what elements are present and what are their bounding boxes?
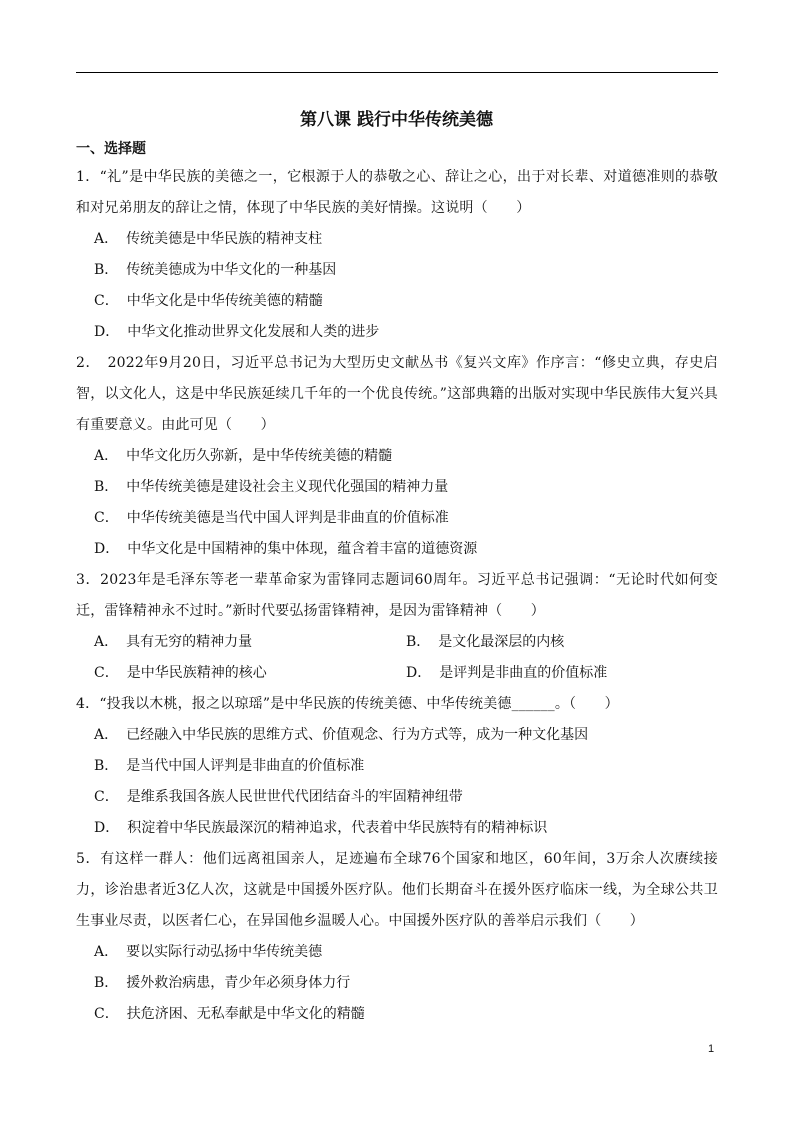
- question-stem: [76, 689, 718, 720]
- option-a[interactable]: A． 传统美德是中华民族的精神支柱: [94, 231, 323, 247]
- option-c[interactable]: C． 扶危济困、无私奉献是中华文化的精髓: [94, 1006, 365, 1022]
- option-d[interactable]: D． 是评判是非曲直的价值标准: [406, 665, 608, 681]
- page-number: 1: [708, 1043, 715, 1055]
- question-5: [76, 844, 718, 1030]
- option-c[interactable]: C． 中华文化是中华传统美德的精髓: [94, 293, 323, 309]
- option-d[interactable]: D． 中华文化是中国精神的集中体现，蕴含着丰富的道德资源: [94, 541, 478, 557]
- page-title: 第八课 践行中华传统美德: [300, 110, 493, 130]
- question-text: 有这样一群人：他们远离祖国亲人，足迹遍布全球76个国家和地区，60年间，3万余人次赓续接力，诊治患者近3亿人次，这就是中国援外医疗队。他们长期奋斗在援外医疗临床一线，为全球公共卫生事业尽责，以医者仁心，在异国他乡温暖人心。中国援外医疗队的善举启示我们（ ）: [76, 851, 718, 929]
- option-row: [76, 627, 718, 658]
- question-text: “投我以木桃，报之以琼瑶”是中华民族的传统美德、中华传统美德______。（ ）: [99, 696, 619, 712]
- section-heading: 一、选择题: [76, 141, 146, 157]
- question-stem: [76, 844, 718, 937]
- question-list: [76, 162, 718, 1030]
- option-b[interactable]: B． 是文化最深层的内核: [406, 634, 565, 650]
- question-number: 1．: [76, 169, 100, 185]
- question-number: 3．: [76, 572, 101, 588]
- option-c[interactable]: C． 是中华民族精神的核心: [94, 665, 267, 681]
- option-a[interactable]: A． 具有无穷的精神力量: [94, 634, 253, 650]
- option-c[interactable]: C． 是维系我国各族人民世世代代团结奋斗的牢固精神纽带: [94, 789, 463, 805]
- question-text: 2022年9月20日，习近平总书记为大型历史文献丛书《复兴文库》作序言：“修史立典，存史启智，以文化人，这是中华民族延续几千年的一个优良传统。”这部典籍的出版对实现中华民族伟大复兴具有重要意义。由此可见（ ）: [76, 355, 718, 433]
- option-row: [76, 658, 718, 689]
- question-1: [76, 162, 718, 348]
- question-number: 5．: [76, 851, 101, 867]
- option-b[interactable]: B． 传统美德成为中华文化的一种基因: [94, 262, 337, 278]
- question-stem: [76, 565, 718, 627]
- question-2: [76, 348, 718, 565]
- question-stem: [76, 348, 718, 441]
- question-4: [76, 689, 718, 844]
- question-number: 2．: [76, 355, 94, 371]
- option-b[interactable]: B． 中华传统美德是建设社会主义现代化强国的精神力量: [94, 479, 449, 495]
- question-stem: [76, 162, 718, 224]
- header-rule: [76, 72, 718, 73]
- option-b[interactable]: B． 援外救治病患，青少年必须身体力行: [94, 975, 351, 991]
- question-text: 2023年是毛泽东等老一辈革命家为雷锋同志题词60周年。习近平总书记强调：“无论时代如何变迁，雷锋精神永不过时。”新时代要弘扬雷锋精神，是因为雷锋精神（ ）: [76, 572, 718, 619]
- option-d[interactable]: D． 积淀着中华民族最深沉的精神追求，代表着中华民族特有的精神标识: [94, 820, 548, 836]
- option-d[interactable]: D． 中华文化推动世界文化发展和人类的进步: [94, 324, 380, 340]
- option-a[interactable]: A． 已经融入中华民族的思维方式、价值观念、行为方式等，成为一种文化基因: [94, 727, 589, 743]
- option-a[interactable]: A． 要以实际行动弘扬中华传统美德: [94, 944, 323, 960]
- option-c[interactable]: C． 中华传统美德是当代中国人评判是非曲直的价值标准: [94, 510, 449, 526]
- question-number: 4．: [76, 696, 100, 712]
- option-a[interactable]: A． 中华文化历久弥新，是中华传统美德的精髓: [94, 448, 393, 464]
- question-3: [76, 565, 718, 689]
- question-text: “礼”是中华民族的美德之一，它根源于人的恭敬之心、辞让之心，出于对长辈、对道德准则的恭敬和对兄弟朋友的辞让之情，体现了中华民族的美好情操。这说明（ ）: [76, 169, 718, 216]
- option-b[interactable]: B． 是当代中国人评判是非曲直的价值标准: [94, 758, 365, 774]
